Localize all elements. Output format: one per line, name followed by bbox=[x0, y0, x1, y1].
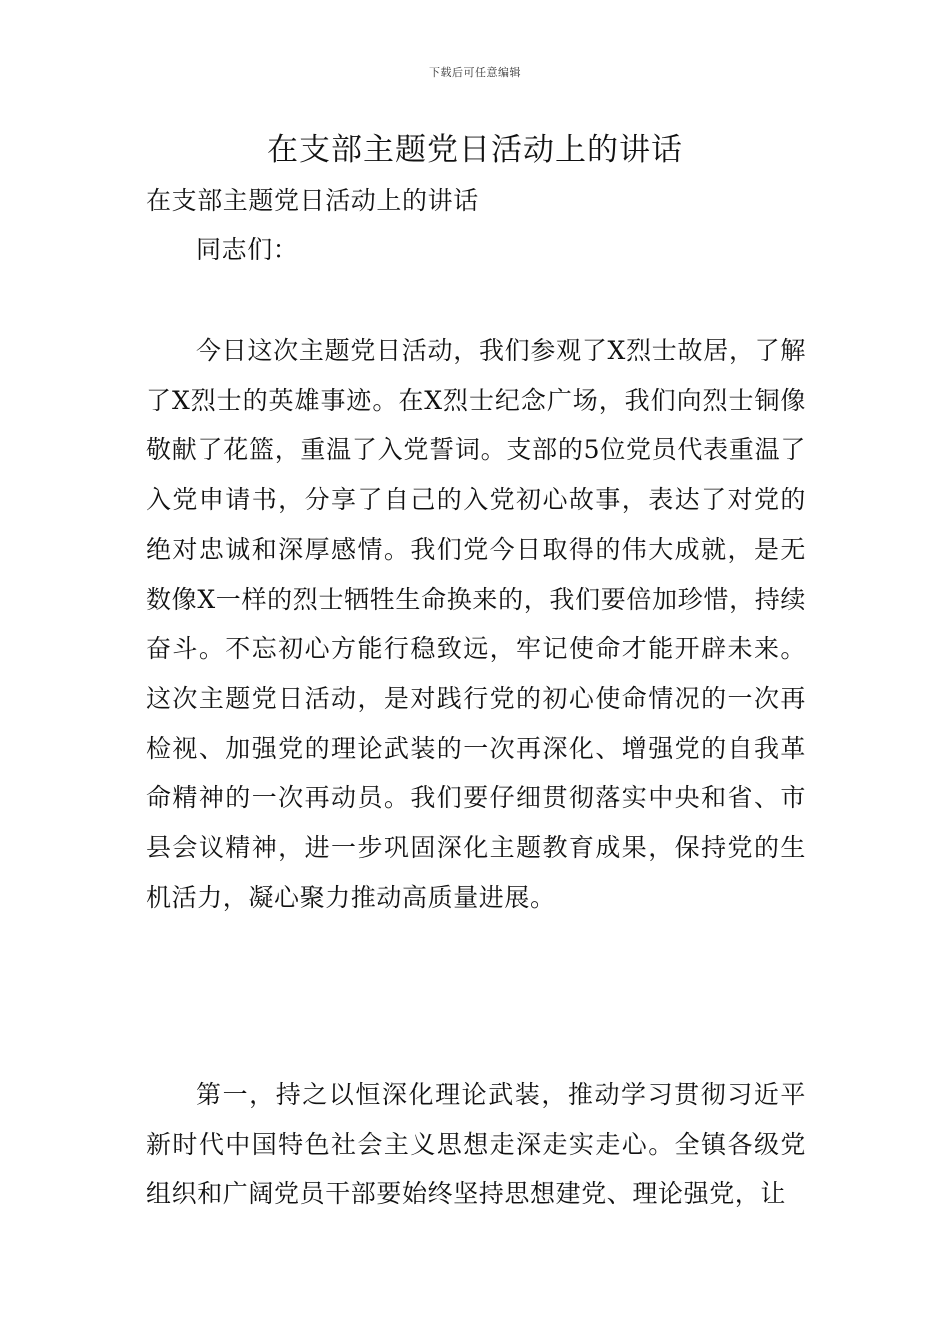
document-subtitle: 在支部主题党日活动上的讲话 bbox=[146, 186, 479, 215]
paragraph: 今日这次主题党日活动，我们参观了X烈士故居，了解了X烈士的英雄事迹。在X烈士纪念广场，我们向烈士铜像敬献了花篮，重温了入党誓词。支部的5位党员代表重温了入党申请书，分享了自己的入党初心故事，表达了对党的绝对忠诚和深厚感情。我们党今日取得的伟大成就，是无数像X一样的烈士牺牲生命换来的，我们要倍加珍惜，持续奋斗。不忘初心方能行稳致远，牢记使命才能开辟未来。这次主题党日活动，是对践行党的初心使命情况的一次再检视、加强党的理论武装的一次再深化、增强党的自我革命精神的一次再动员。我们要仔细贯彻落实中央和省、市县会议精神，进一步巩固深化主题教育成果，保持党的生机活力，凝心聚力推动高质量进展。 bbox=[146, 336, 806, 912]
salutation: 同志们： bbox=[196, 235, 299, 264]
paragraph: 第一，持之以恒深化理论武装，推动学习贯彻习近平新时代中国特色社会主义思想走深走实走心。全镇各级党组织和广阔党员干部要始终坚持思想建党、理论强党，让 bbox=[146, 1080, 806, 1209]
header-note: 下载后可任意编辑 bbox=[429, 66, 521, 79]
document-title: 在支部主题党日活动上的讲话 bbox=[267, 132, 683, 168]
